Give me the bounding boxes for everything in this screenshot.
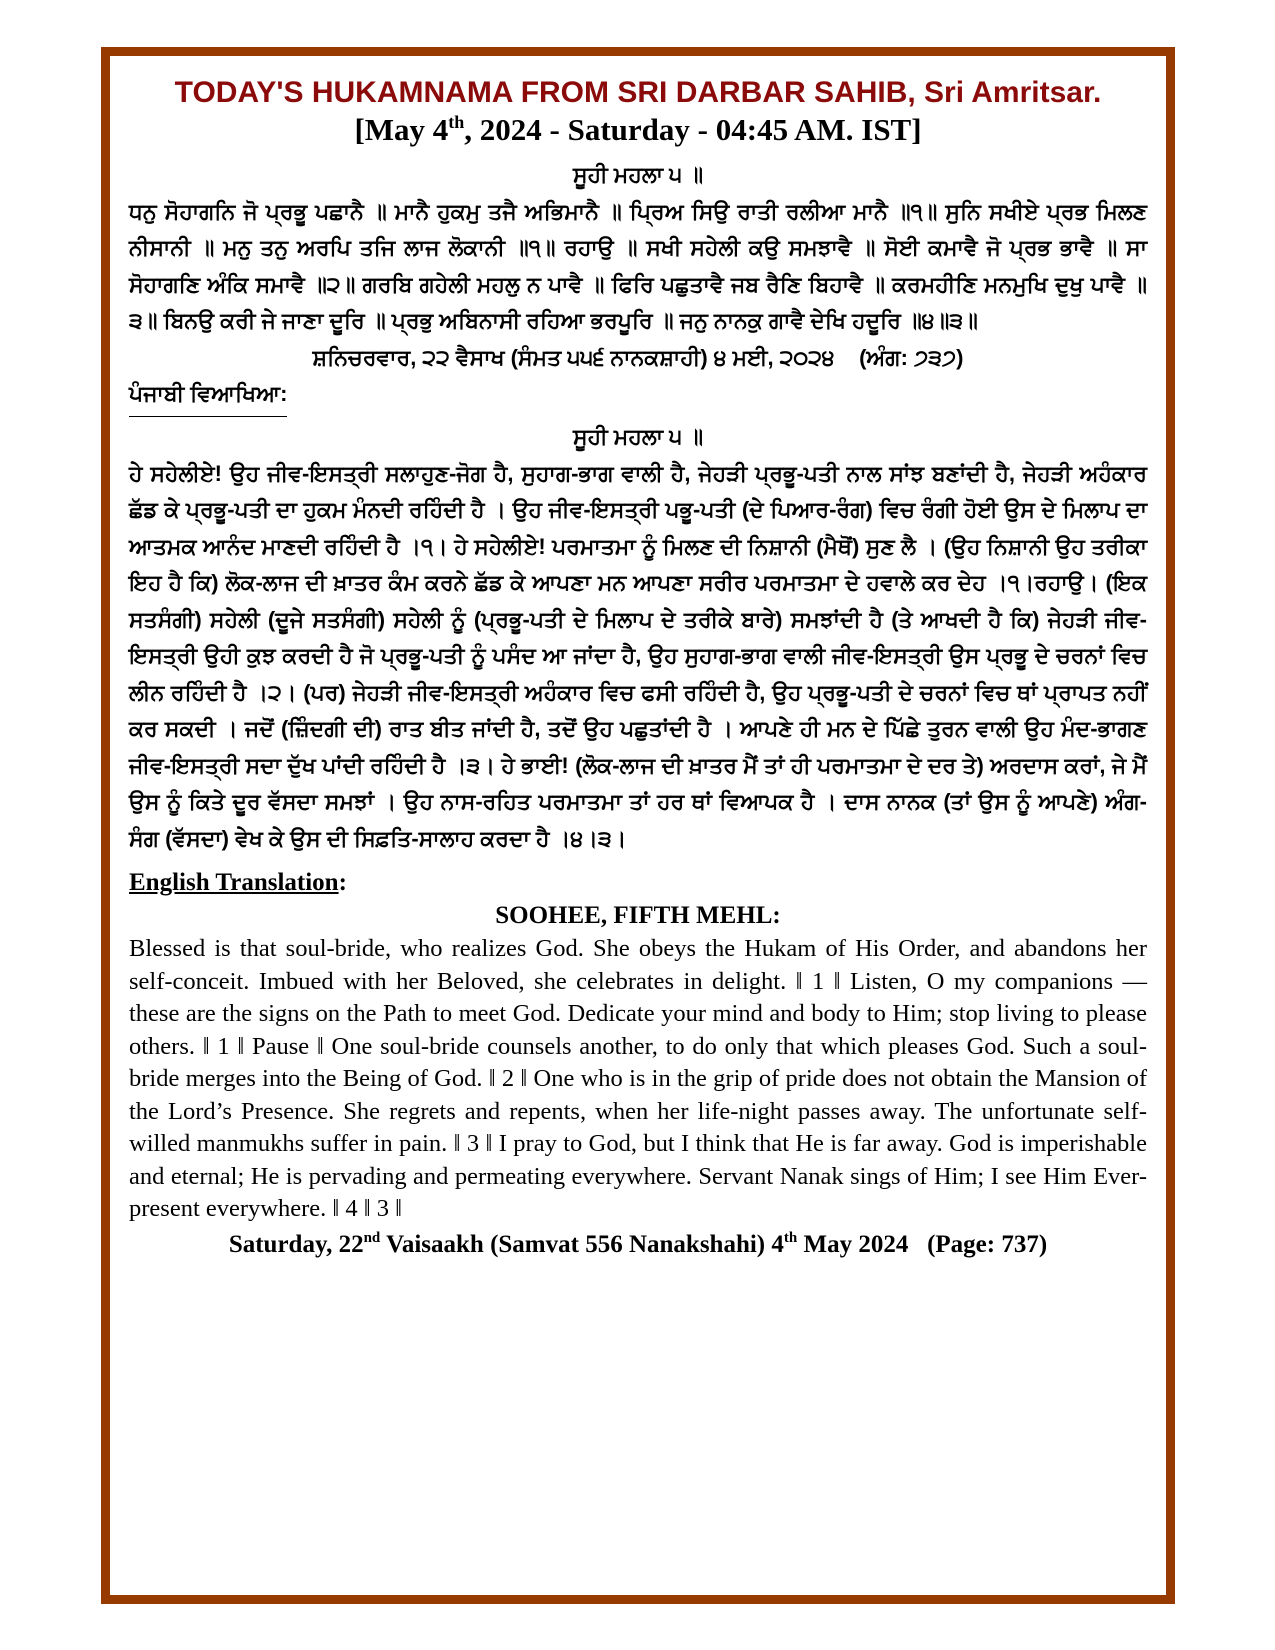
- footer-date-ordinal-2: th: [783, 1229, 798, 1246]
- footer-date-ordinal-1: nd: [363, 1229, 381, 1246]
- footer-page-ref: (Page: 737): [927, 1230, 1048, 1258]
- footer-date-line: [129, 1228, 1147, 1262]
- english-translation-heading: SOOHEE, FIFTH MEHL:: [495, 902, 781, 929]
- english-translation-label-colon: :: [338, 869, 347, 896]
- punjabi-explanation-text: ਹੇ ਸਹੇਲੀਏ! ਉਹ ਜੀਵ-ਇਸਤ੍ਰੀ ਸਲਾਹੁਣ-ਜੋਗ ਹੈ, ਸੁਹਾਗ-ਭਾਗ ਵਾਲੀ ਹੈ, ਜੇਹੜੀ ਪ੍ਰਭੂ-ਪਤੀ ਨਾਲ ਸਾਂਝ ਬਣਾਂਦੀ ਹੈ, ਜੇਹੜੀ ਅਹੰਕਾਰ ਛੱਡ ਕੇ ਪ੍ਰਭੂ-ਪਤੀ ਦਾ ਹੁਕਮ ਮੰਨਦੀ ਰਹਿੰਦੀ ਹੈ । ਉਹ ਜੀਵ-ਇਸਤ੍ਰੀ ਪਭੂ-ਪਤੀ (ਦੇ ਪਿਆਰ-ਰੰਗ) ਵਿਚ ਰੰਗੀ ਹੋਈ ਉਸ ਦੇ ਮਿਲਾਪ ਦਾ ਆਤਮਕ ਆਨੰਦ ਮਾਣਦੀ ਰਹਿੰਦੀ ਹੈ ।੧। ਹੇ ਸਹੇਲੀਏ! ਪਰਮਾਤਮਾ ਨੂੰ ਮਿਲਣ ਦੀ ਨਿਸ਼ਾਨੀ (ਮੈਥੋਂ) ਸੁਣ ਲੈ । (ਉਹ ਨਿਸ਼ਾਨੀ ਉਹ ਤਰੀਕਾ ਇਹ ਹੈ ਕਿ) ਲੋਕ-ਲਾਜ ਦੀ ਖ਼ਾਤਰ ਕੰਮ ਕਰਨੇ ਛੱਡ ਕੇ ਆਪਣਾ ਮਨ ਆਪਣਾ ਸਰੀਰ ਪਰਮਾਤਮਾ ਦੇ ਹਵਾਲੇ ਕਰ ਦੇਹ ।੧।ਰਹਾਉ। (ਇਕ ਸਤਸੰਗੀ) ਸਹੇਲੀ (ਦੂਜੇ ਸਤਸੰਗੀ) ਸਹੇਲੀ ਨੂੰ (ਪ੍ਰਭੂ-ਪਤੀ ਦੇ ਮਿਲਾਪ ਦੇ ਤਰੀਕੇ ਬਾਰੇ) ਸਮਝਾਂਦੀ ਹੈ (ਤੇ ਆਖਦੀ ਹੈ ਕਿ) ਜੇਹੜੀ ਜੀਵ-ਇਸਤ੍ਰੀ ਉਹੀ ਕੁਝ ਕਰਦੀ ਹੈ ਜੋ ਪ੍ਰਭੂ-ਪਤੀ ਨੂੰ ਪਸੰਦ ਆ ਜਾਂਦਾ ਹੈ, ਉਹ ਸੁਹਾਗ-ਭਾਗ ਵਾਲੀ ਜੀਵ-ਇਸਤ੍ਰੀ ਉਸ ਪ੍ਰਭੂ ਦੇ ਚਰਨਾਂ ਵਿਚ ਲੀਨ ਰਹਿੰਦੀ ਹੈ ।੨। (ਪਰ) ਜੇਹੜੀ ਜੀਵ-ਇਸਤ੍ਰੀ ਅਹੰਕਾਰ ਵਿਚ ਫਸੀ ਰਹਿੰਦੀ ਹੈ, ਉਹ ਪ੍ਰਭੂ-ਪਤੀ ਦੇ ਚਰਨਾਂ ਵਿਚ ਥਾਂ ਪ੍ਰਾਪਤ ਨਹੀਂ ਕਰ ਸਕਦੀ । ਜਦੋਂ (ਜ਼ਿੰਦਗੀ ਦੀ) ਰਾਤ ਬੀਤ ਜਾਂਦੀ ਹੈ, ਤਦੋਂ ਉਹ ਪਛੁਤਾਂਦੀ ਹੈ । ਆਪਣੇ ਹੀ ਮਨ ਦੇ ਪਿੱਛੇ ਤੁਰਨ ਵਾਲੀ ਉਹ ਮੰਦ-ਭਾਗਣ ਜੀਵ-ਇਸਤ੍ਰੀ ਸਦਾ ਦੁੱਖ ਪਾਂਦੀ ਰਹਿੰਦੀ ਹੈ ।੩। ਹੇ ਭਾਈ! (ਲੋਕ-ਲਾਜ ਦੀ ਖ਼ਾਤਰ ਮੈਂ ਤਾਂ ਹੀ ਪਰਮਾਤਮਾ ਦੇ ਦਰ ਤੇ) ਅਰਦਾਸ ਕਰਾਂ, ਜੇ ਮੈਂ ਉਸ ਨੂੰ ਕਿਤੇ ਦੂਰ ਵੱਸਦਾ ਸਮਝਾਂ । ਉਹ ਨਾਸ-ਰਹਿਤ ਪਰਮਾਤਮਾ ਤਾਂ ਹਰ ਥਾਂ ਵਿਆਪਕ ਹੈ । ਦਾਸ ਨਾਨਕ (ਤਾਂ ਉਸ ਨੂੰ ਆਪਣੇ) ਅੰਗ-ਸੰਗ (ਵੱਸਦਾ) ਵੇਖ ਕੇ ਉਸ ਦੀ ਸਿਫ਼ਤਿ-ਸਾਲਾਹ ਕਰਦਾ ਹੈ ।੪।੩।: [129, 460, 1147, 851]
- english-translation-label: [129, 867, 1147, 899]
- subtitle-date-ordinal: th: [448, 112, 465, 132]
- gurbani-page-ref: (ਅੰਗ: ੭੩੭): [859, 344, 964, 370]
- footer-date-part3: May 2024: [797, 1230, 909, 1258]
- gurbani-text: ਧਨੁ ਸੋਹਾਗਨਿ ਜੋ ਪ੍ਰਭੂ ਪਛਾਨੈ ॥ ਮਾਨੈ ਹੁਕਮੁ ਤਜੈ ਅਭਿਮਾਨੈ ॥ ਪ੍ਰਿਅ ਸਿਉ ਰਾਤੀ ਰਲੀਆ ਮਾਨੈ ॥੧॥ ਸੁਨਿ ਸਖੀਏ ਪ੍ਰਭ ਮਿਲਣ ਨੀਸਾਨੀ ॥ ਮਨੁ ਤਨੁ ਅਰਪਿ ਤਜਿ ਲਾਜ ਲੋਕਾਨੀ ॥੧॥ ਰਹਾਉ ॥ ਸਖੀ ਸਹੇਲੀ ਕਉ ਸਮਝਾਵੈ ॥ ਸੋਈ ਕਮਾਵੈ ਜੋ ਪ੍ਰਭ ਭਾਵੈ ॥ ਸਾ ਸੋਹਾਗਣਿ ਅੰਕਿ ਸਮਾਵੈ ॥੨॥ ਗਰਬਿ ਗਹੇਲੀ ਮਹਲੁ ਨ ਪਾਵੈ ॥ ਫਿਰਿ ਪਛੁਤਾਵੈ ਜਬ ਰੈਣਿ ਬਿਹਾਵੈ ॥ ਕਰਮਹੀਣਿ ਮਨਮੁਖਿ ਦੁਖੁ ਪਾਵੈ ॥੩॥ ਬਿਨਉ ਕਰੀ ਜੇ ਜਾਣਾ ਦੂਰਿ ॥ ਪ੍ਰਭੁ ਅਬਿਨਾਸੀ ਰਹਿਆ ਭਰਪੂਰਿ ॥ ਜਨੁ ਨਾਨਕੁ ਗਾਵੈ ਦੇਖਿ ਹਦੂਰਿ ॥੪॥੩॥: [129, 198, 1147, 333]
- gurbani-date: ਸ਼ਨਿਚਰਵਾਰ, ੨੨ ਵੈਸਾਖ (ਸੰਮਤ ੫੫੬ ਨਾਨਕਸ਼ਾਹੀ) ੪ ਮਈ, ੨੦੨੪: [312, 344, 835, 370]
- page-border-frame: [101, 47, 1175, 1604]
- page-subtitle-date: [129, 111, 1147, 149]
- punjabi-explanation-label: ਪੰਜਾਬੀ ਵਿਆਖਿਆ:: [129, 376, 287, 418]
- subtitle-date-prefix: [May 4: [354, 112, 449, 147]
- punjabi-explanation-section: [129, 376, 1147, 420]
- english-translation-text: Blessed is that soul-bride, who realizes God. She obeys the Hukam of His Order, and abandons her self-conceit. Imbued with her Beloved, she celebrates in delight. ‖ 1 ‖ Listen, O my companions — these are the signs on the Path to meet God. Dedicate your mind and body to Him; stop living to please others. ‖ 1 ‖ Pause ‖ One soul-bride counsels another, to do only that which pleases God. Such a soul-bride merges into the Being of God. ‖ 2 ‖ One who is in the grip of pride does not obtain the Mansion of the Lord’s Presence. She regrets and repents, when her life-night passes away. The unfortunate self-willed manmukhs suffer in pain. ‖ 3 ‖ I pray to God, but I think that He is far away. God is imperishable and eternal; He is pervading and permeating everywhere. Servant Nanak sings of Him; I see Him Ever-present everywhere. ‖ 4 ‖ 3 ‖: [129, 935, 1147, 1222]
- document-body: [129, 56, 1147, 1262]
- english-translation-label-text: English Translation: [129, 869, 339, 896]
- page-title: TODAY'S HUKAMNAMA FROM SRI DARBAR SAHIB, Sri Amritsar.: [174, 76, 1102, 109]
- footer-date-part2: Vaisaakh (Samvat 556 Nanakshahi) 4: [380, 1230, 784, 1258]
- gurbani-date-line: [129, 340, 1147, 376]
- footer-date-part1: Saturday, 22: [228, 1230, 364, 1258]
- subtitle-date-suffix: , 2024 - Saturday - 04:45 AM. IST]: [464, 112, 922, 147]
- gurbani-heading: ਸੂਹੀ ਮਹਲਾ ੫ ॥: [572, 162, 704, 187]
- punjabi-explanation-heading: ਸੂਹੀ ਮਹਲਾ ੫ ॥: [572, 424, 704, 449]
